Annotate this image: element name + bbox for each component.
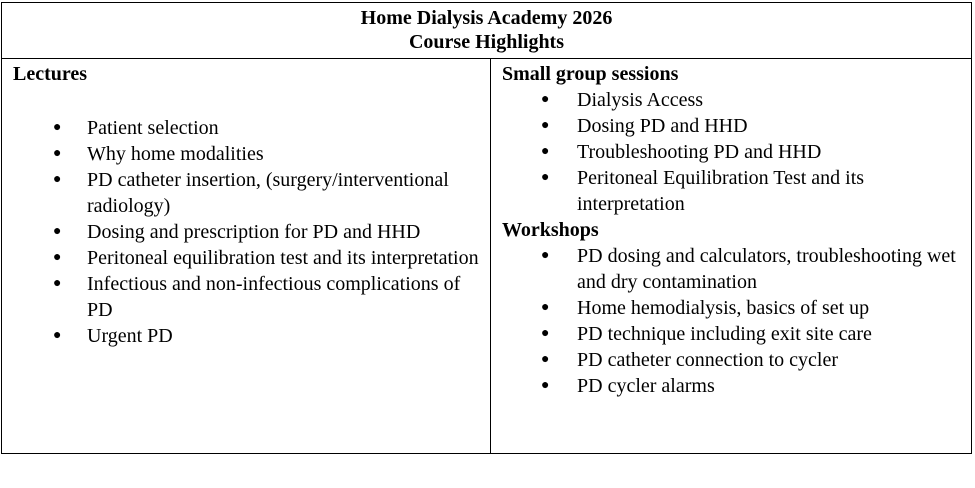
title-line-1: Home Dialysis Academy 2026 [360,7,613,29]
workshops-list [491,243,961,399]
list-item: ● Dialysis Access [541,89,704,111]
list-item: ● Why home modalities [53,143,264,165]
list-item: ● Urgent PD [53,325,173,347]
small-group-heading: Small group sessions [502,63,679,85]
list-item: ● PD catheter connection to cycler [541,349,838,371]
course-highlights-table [1,2,972,454]
bullet-icon: ● [53,146,62,161]
bullet-icon: ● [541,326,550,341]
lectures-heading: Lectures [13,63,88,85]
lectures-list [2,115,482,349]
list-item: ● PD dosing and calculators, troubleshooting wet and dry contamination [541,245,956,293]
lectures-cell [2,59,490,453]
list-item: ● Infectious and non-infectious complications of PD [53,273,461,321]
bullet-icon: ● [541,300,550,315]
table-title [2,3,971,59]
list-item: ● Home hemodialysis, basics of set up [541,297,870,319]
bullet-icon: ● [541,170,550,185]
small-group-list [491,87,961,217]
bullet-icon: ● [541,144,550,159]
bullet-icon: ● [541,352,550,367]
sessions-cell [491,59,971,453]
list-item: ● Troubleshooting PD and HHD [541,141,822,163]
bullet-icon: ● [541,378,550,393]
bullet-icon: ● [53,276,62,291]
title-line-2: Course Highlights [408,31,565,53]
list-item: ● Dosing and prescription for PD and HHD [53,221,421,243]
bullet-icon: ● [541,118,550,133]
bullet-icon: ● [541,248,550,263]
workshops-heading: Workshops [502,219,599,241]
list-item: ● PD technique including exit site care [541,323,872,345]
bullet-icon: ● [541,92,550,107]
list-item: ● Peritoneal Equilibration Test and its interpretation [541,167,865,215]
list-item: ● Peritoneal equilibration test and its interpretation [53,247,479,269]
bullet-icon: ● [53,120,62,135]
bullet-icon: ● [53,172,62,187]
bullet-icon: ● [53,250,62,265]
list-item: ● PD catheter insertion, (surgery/interventional radiology) [53,169,449,217]
list-item: ● PD cycler alarms [541,375,715,397]
bullet-icon: ● [53,328,62,343]
list-item: ● Patient selection [53,117,219,139]
bullet-icon: ● [53,224,62,239]
list-item: ● Dosing PD and HHD [541,115,748,137]
